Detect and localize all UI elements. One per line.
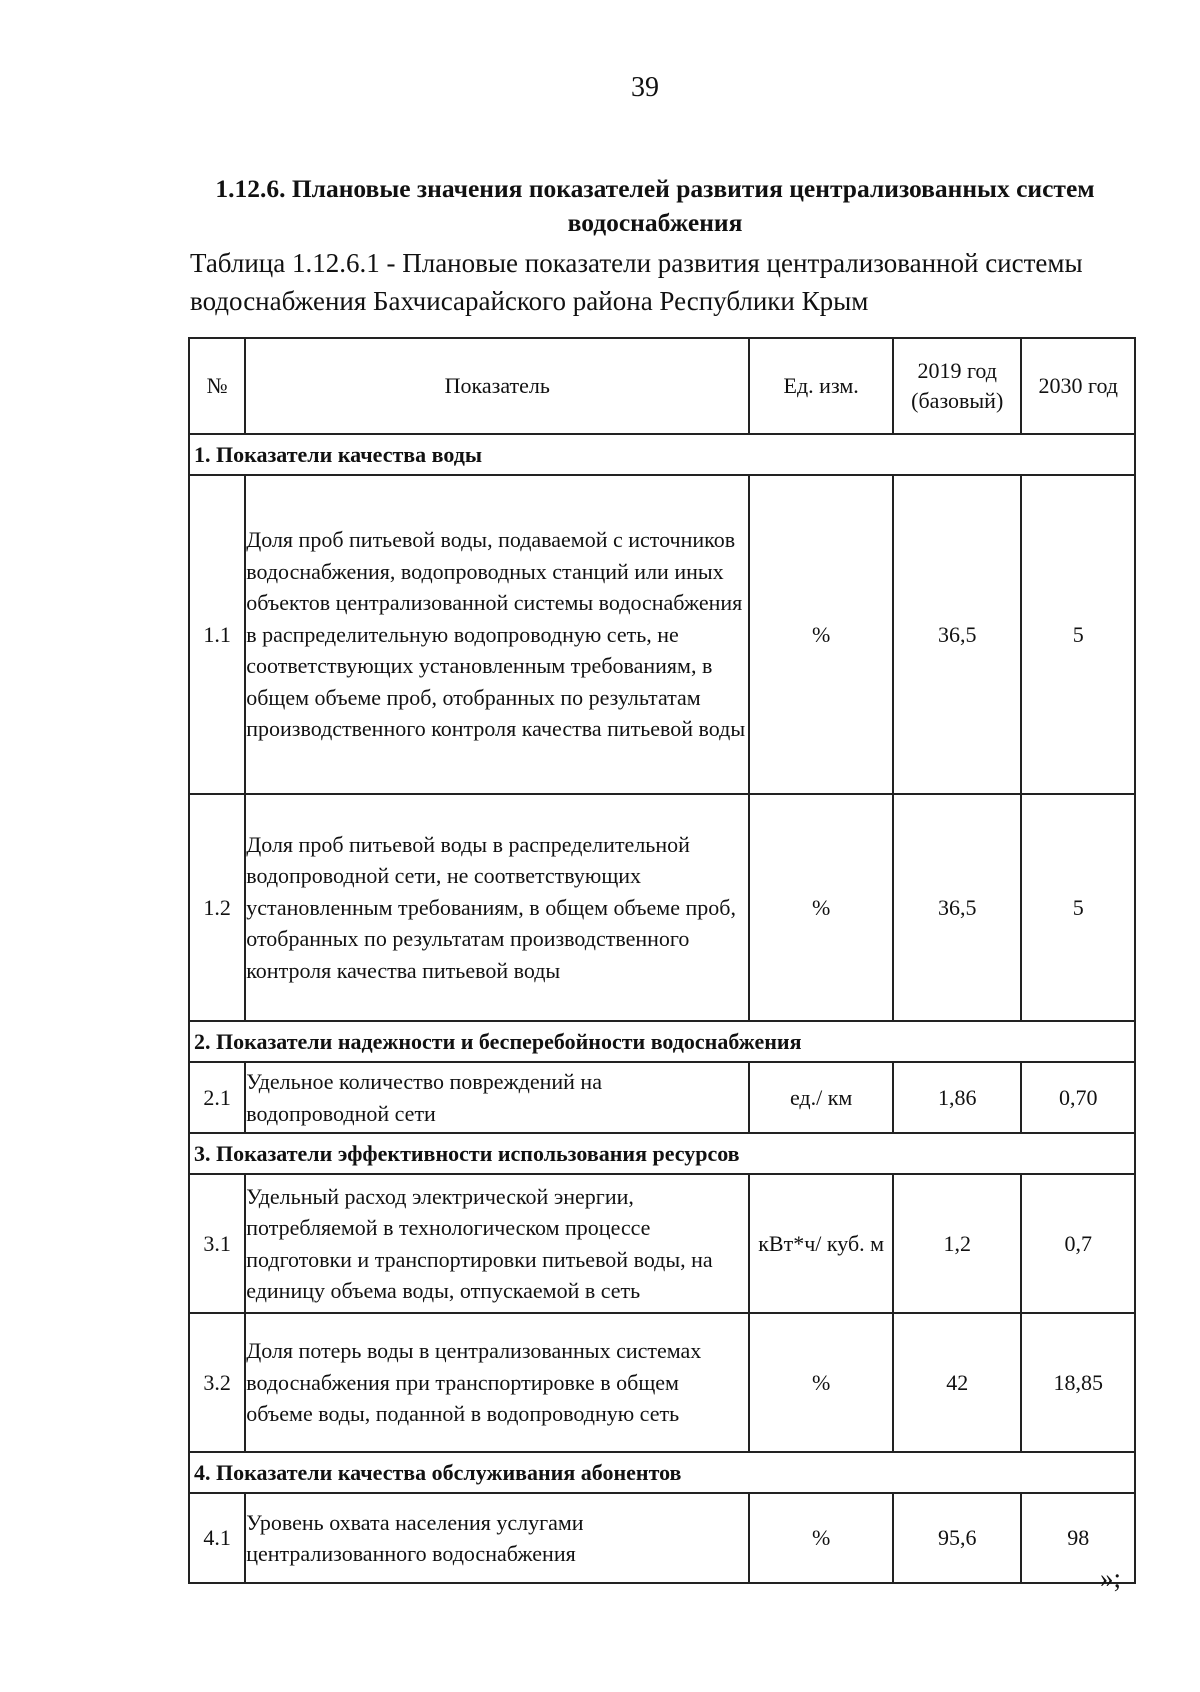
group-title: 4. Показатели качества обслуживания абонентов <box>189 1452 1135 1493</box>
group-row <box>189 1452 1135 1493</box>
page-number: 39 <box>631 72 659 103</box>
row-num: 1.2 <box>189 794 245 1021</box>
group-row <box>189 434 1135 475</box>
group-row <box>189 1133 1135 1174</box>
header-target-year: 2030 год <box>1021 338 1135 434</box>
row-indicator: Удельный расход электрической энергии, потребляемой в технологическом процессе подготовки и транспортировки питьевой воды, на единицу объема воды, отпускаемой в сеть <box>245 1174 749 1313</box>
row-unit: % <box>749 1493 893 1583</box>
row-base-value: 1,2 <box>893 1174 1022 1313</box>
closing-quote-mark: »; <box>1100 1563 1122 1593</box>
row-indicator: Уровень охвата населения услугами централизованного водоснабжения <box>245 1493 749 1583</box>
table-row <box>189 794 1135 1021</box>
header-indicator: Показатель <box>245 338 749 434</box>
header-num: № <box>189 338 245 434</box>
row-base-value: 36,5 <box>893 794 1022 1021</box>
header-base-year: 2019 год (базовый) <box>893 338 1022 434</box>
row-target-value: 5 <box>1021 794 1135 1021</box>
row-unit: % <box>749 1313 893 1452</box>
row-indicator: Доля потерь воды в централизованных системах водоснабжения при транспортировке в общем объеме воды, поданной в водопроводную сеть <box>245 1313 749 1452</box>
header-unit: Ед. изм. <box>749 338 893 434</box>
table-row <box>189 1174 1135 1313</box>
row-indicator: Доля проб питьевой воды, подаваемой с источников водоснабжения, водопроводных станций или иных объектов централизованной системы водоснабжения в распределительную водопроводную сеть, не соответствующих установленным требованиям, в общем объеме проб, отобранных по результатам производственного контроля качества питьевой воды <box>245 475 749 794</box>
row-target-value: 18,85 <box>1021 1313 1135 1452</box>
indicators-table <box>188 337 1136 1584</box>
row-target-value: 98 <box>1021 1493 1135 1583</box>
row-target-value: 0,70 <box>1021 1062 1135 1133</box>
table-header-row <box>189 338 1135 434</box>
table-row <box>189 1313 1135 1452</box>
group-title: 2. Показатели надежности и бесперебойности водоснабжения <box>189 1021 1135 1062</box>
row-indicator: Доля проб питьевой воды в распределительной водопроводной сети, не соответствующих установленным требованиям, в общем объеме проб, отобранных по результатам производственного контроля качества питьевой воды <box>245 794 749 1021</box>
section-heading: 1.12.6. Плановые значения показателей развития централизованных систем водоснабжения <box>215 174 1095 237</box>
row-base-value: 42 <box>893 1313 1022 1452</box>
table-row <box>189 475 1135 794</box>
row-num: 3.1 <box>189 1174 245 1313</box>
row-num: 1.1 <box>189 475 245 794</box>
row-base-value: 36,5 <box>893 475 1022 794</box>
row-base-value: 1,86 <box>893 1062 1022 1133</box>
table-row <box>189 1493 1135 1583</box>
row-num: 2.1 <box>189 1062 245 1133</box>
row-unit: % <box>749 475 893 794</box>
row-unit: % <box>749 794 893 1021</box>
row-target-value: 0,7 <box>1021 1174 1135 1313</box>
row-base-value: 95,6 <box>893 1493 1022 1583</box>
table-row <box>189 1062 1135 1133</box>
row-num: 3.2 <box>189 1313 245 1452</box>
row-unit: кВт*ч/ куб. м <box>749 1174 893 1313</box>
table-caption: Таблица 1.12.6.1 - Плановые показатели развития централизованной системы водоснабжения Бахчисарайского района Республики Крым <box>190 248 1083 316</box>
group-title: 1. Показатели качества воды <box>189 434 1135 475</box>
group-title: 3. Показатели эффективности использования ресурсов <box>189 1133 1135 1174</box>
group-row <box>189 1021 1135 1062</box>
row-target-value: 5 <box>1021 475 1135 794</box>
row-unit: ед./ км <box>749 1062 893 1133</box>
row-indicator: Удельное количество повреждений на водопроводной сети <box>245 1062 749 1133</box>
row-num: 4.1 <box>189 1493 245 1583</box>
